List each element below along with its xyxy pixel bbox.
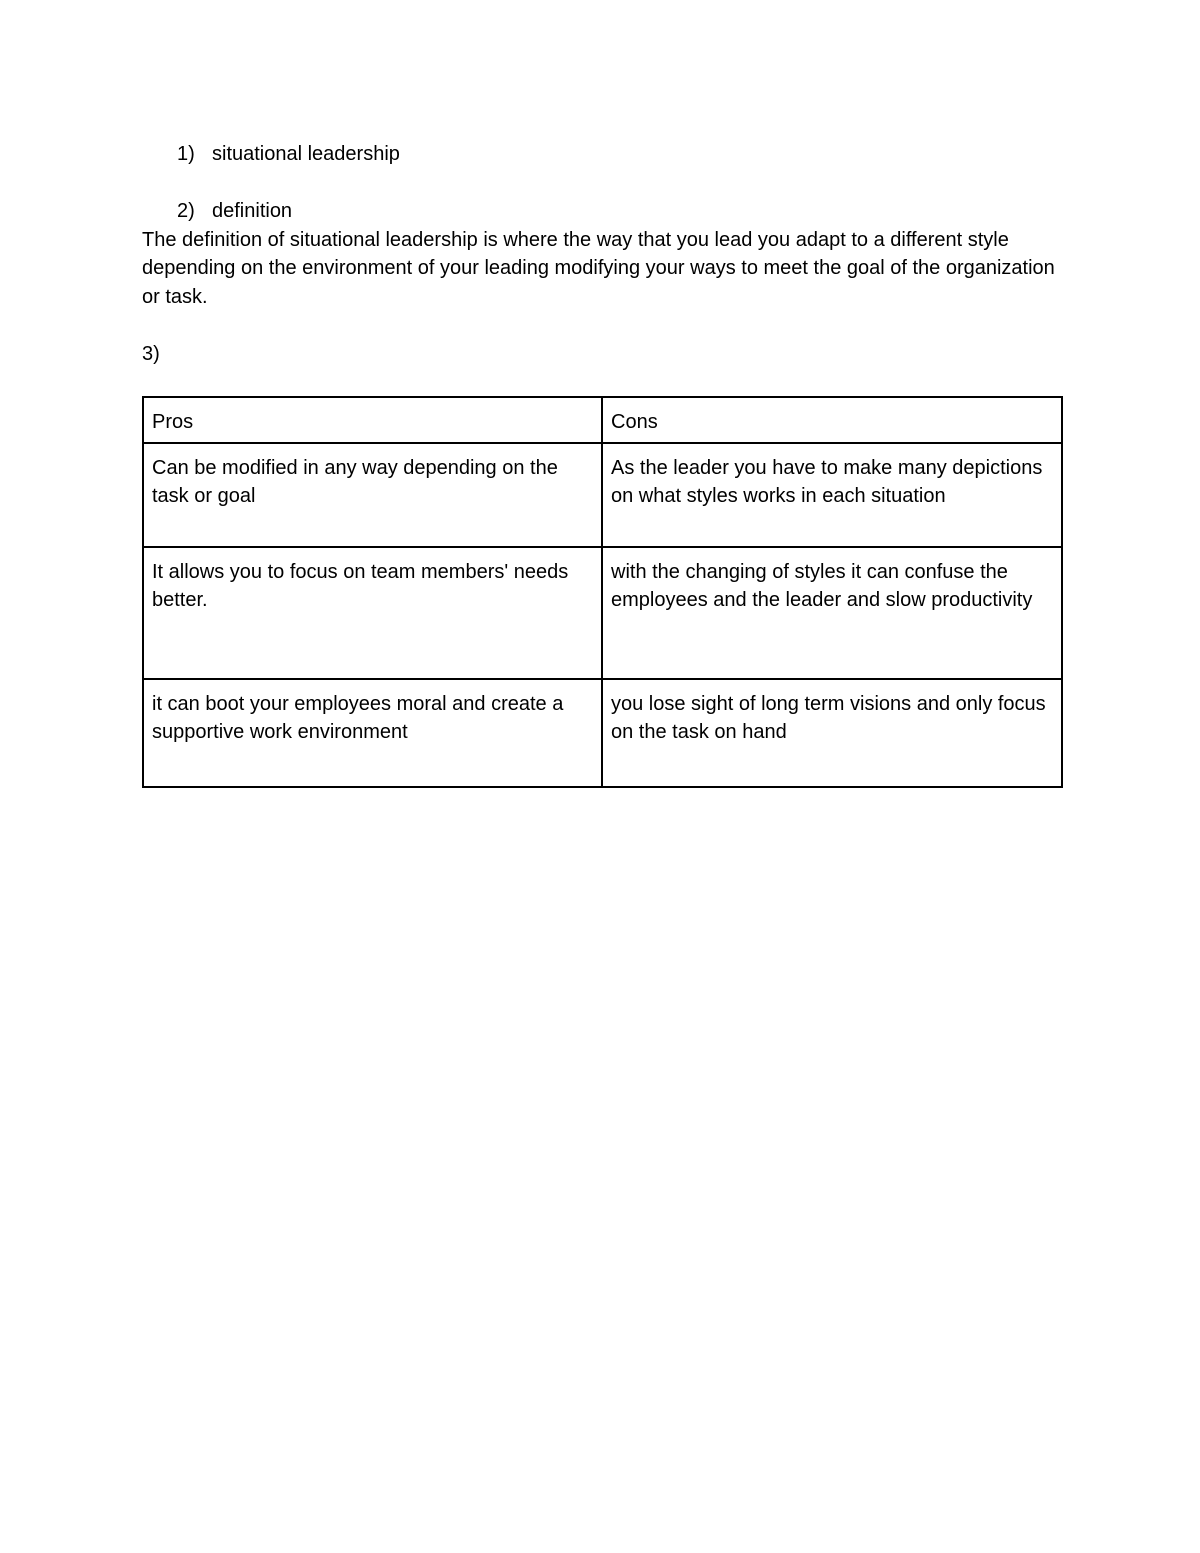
- table-row: [143, 547, 1062, 679]
- con-cell: you lose sight of long term visions and only focus on the task on hand: [602, 679, 1062, 787]
- item-3-label: 3): [142, 343, 160, 365]
- header-pros: Pros: [143, 397, 602, 443]
- pro-cell: Can be modified in any way depending on the task or goal: [143, 443, 602, 547]
- list-item-1: [177, 140, 400, 168]
- pros-cons-table: [142, 396, 1063, 788]
- definition-paragraph: The definition of situational leadership is where the way that you lead you adapt to a different style depending on the environment of your leading modifying your ways to meet the goal of the organization or task.: [142, 229, 1055, 308]
- list-number: 2): [177, 200, 195, 222]
- list-text: situational leadership: [212, 143, 400, 165]
- table-row: [143, 443, 1062, 547]
- table-header-row: [143, 397, 1062, 443]
- table-row: [143, 679, 1062, 787]
- header-cons: Cons: [602, 397, 1062, 443]
- con-cell: with the changing of styles it can confuse the employees and the leader and slow productivity: [602, 547, 1062, 679]
- list-text: definition: [212, 200, 293, 222]
- list-item-2: [177, 197, 292, 225]
- con-cell: As the leader you have to make many depictions on what styles works in each situation: [602, 443, 1062, 547]
- pro-cell: it can boot your employees moral and create a supportive work environment: [143, 679, 602, 787]
- list-number: 1): [177, 143, 195, 165]
- pro-cell: It allows you to focus on team members' needs better.: [143, 547, 602, 679]
